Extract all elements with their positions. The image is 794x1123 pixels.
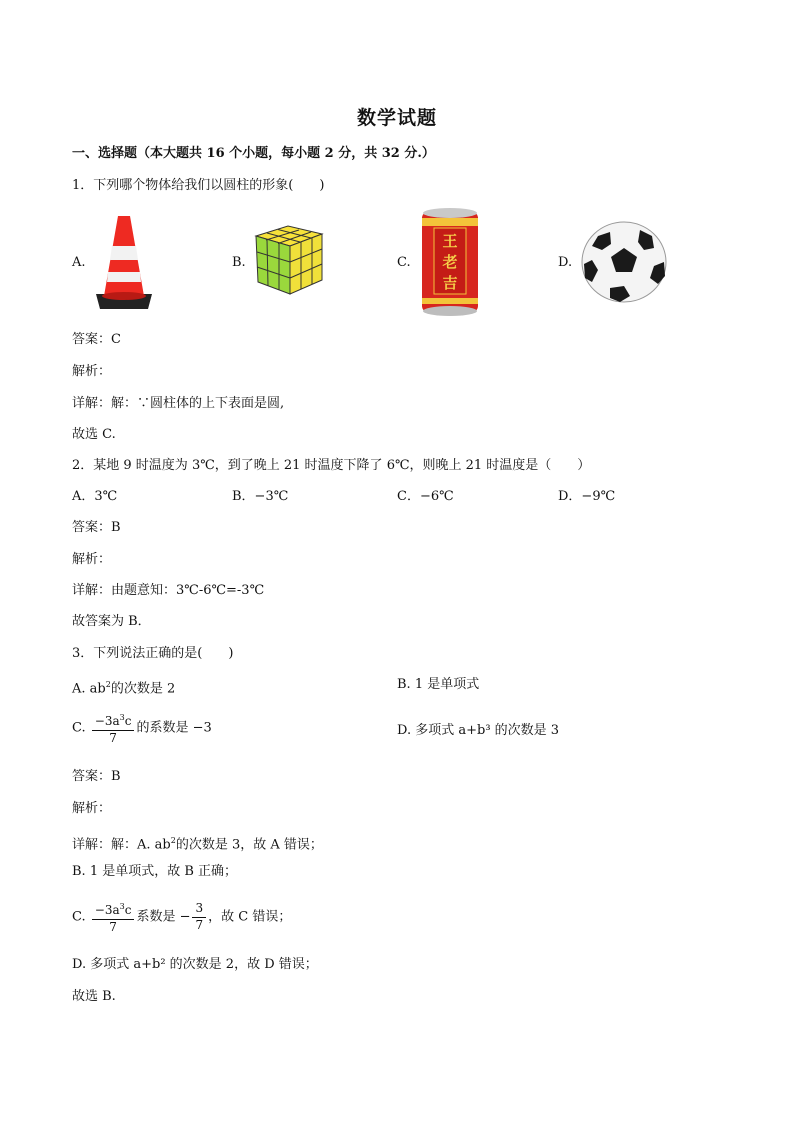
soccer-ball-image (580, 220, 668, 304)
q3-option-c: C. $\frac{-3a^3c}{7}$ 的系数是 −3 (72, 710, 212, 746)
svg-text:王: 王 (442, 232, 458, 250)
q3-detail-a: 详解：解：A. $ab^2$的次数是 3，故 A 错误； (72, 836, 323, 853)
q2-detail: 详解：由题意知：3℃-6℃=-3℃ (72, 583, 265, 598)
q3-analysis: 解析： (72, 801, 112, 816)
section-heading: 一、选择题（本大题共 16 个小题，每小题 2 分，共 32 分.） (72, 146, 435, 161)
q1-detail: 详解：解：∵圆柱体的上下表面是圆, (72, 396, 285, 411)
q3-detail-c: C. $\frac{-3a^3c}{7}$ 系数是 − $\frac{3}{7}$ ，故 C 错误； (72, 901, 292, 934)
q1-option-a-label: A. (72, 255, 86, 270)
q1-answer: 答案：C (72, 332, 121, 347)
q3-detail-b: B. 1 是单项式，故 B 正确； (72, 864, 238, 879)
q2-option-b: B．−3℃ (232, 489, 289, 504)
q2-option-a: A．3℃ (72, 489, 118, 504)
q3-option-d: D. 多项式 a+b³ 的次数是 3 (397, 723, 560, 738)
fraction: $\frac{-3a^3c}{7}$ (92, 710, 135, 746)
q2-option-c: C．−6℃ (397, 489, 454, 504)
q3-option-a: A. $ab^2$的次数是 2 (72, 680, 176, 697)
svg-text:老: 老 (442, 253, 458, 271)
q3-detail-d: D. 多项式 a+b² 的次数是 2，故 D 错误； (72, 957, 318, 972)
traffic-cone-image (94, 212, 154, 312)
q2-answer: 答案：B (72, 520, 121, 535)
q3-answer: 答案：B (72, 769, 121, 784)
q1-option-d-label: D. (558, 255, 573, 270)
q2-option-d: D．−9℃ (558, 489, 616, 504)
q2-analysis: 解析： (72, 552, 112, 567)
question-2-stem: 2．某地 9 时温度为 3℃，到了晚上 21 时温度下降了 6℃，则晚上 21 时温度是（ ） (72, 458, 591, 473)
question-3-stem: 3．下列说法正确的是( ) (72, 646, 234, 661)
q3-option-b: B. 1 是单项式 (397, 677, 480, 692)
soda-can-image (418, 206, 482, 318)
question-1-stem: 1．下列哪个物体给我们以圆柱的形象( ) (72, 178, 325, 193)
q3-conclusion: 故选 B. (72, 989, 116, 1004)
svg-text:吉: 吉 (442, 274, 458, 292)
rubiks-cube-image (252, 222, 326, 296)
fraction: $\frac{3}{7}$ (192, 901, 206, 933)
q1-conclusion: 故选 C. (72, 427, 116, 442)
q1-option-b-label: B. (232, 255, 246, 270)
q2-conclusion: 故答案为 B． (72, 614, 151, 629)
q1-analysis: 解析： (72, 364, 112, 379)
q1-option-c-label: C. (397, 255, 411, 270)
page-title: 数学试题 (356, 107, 437, 129)
fraction: $\frac{-3a^3c}{7}$ (92, 899, 135, 935)
